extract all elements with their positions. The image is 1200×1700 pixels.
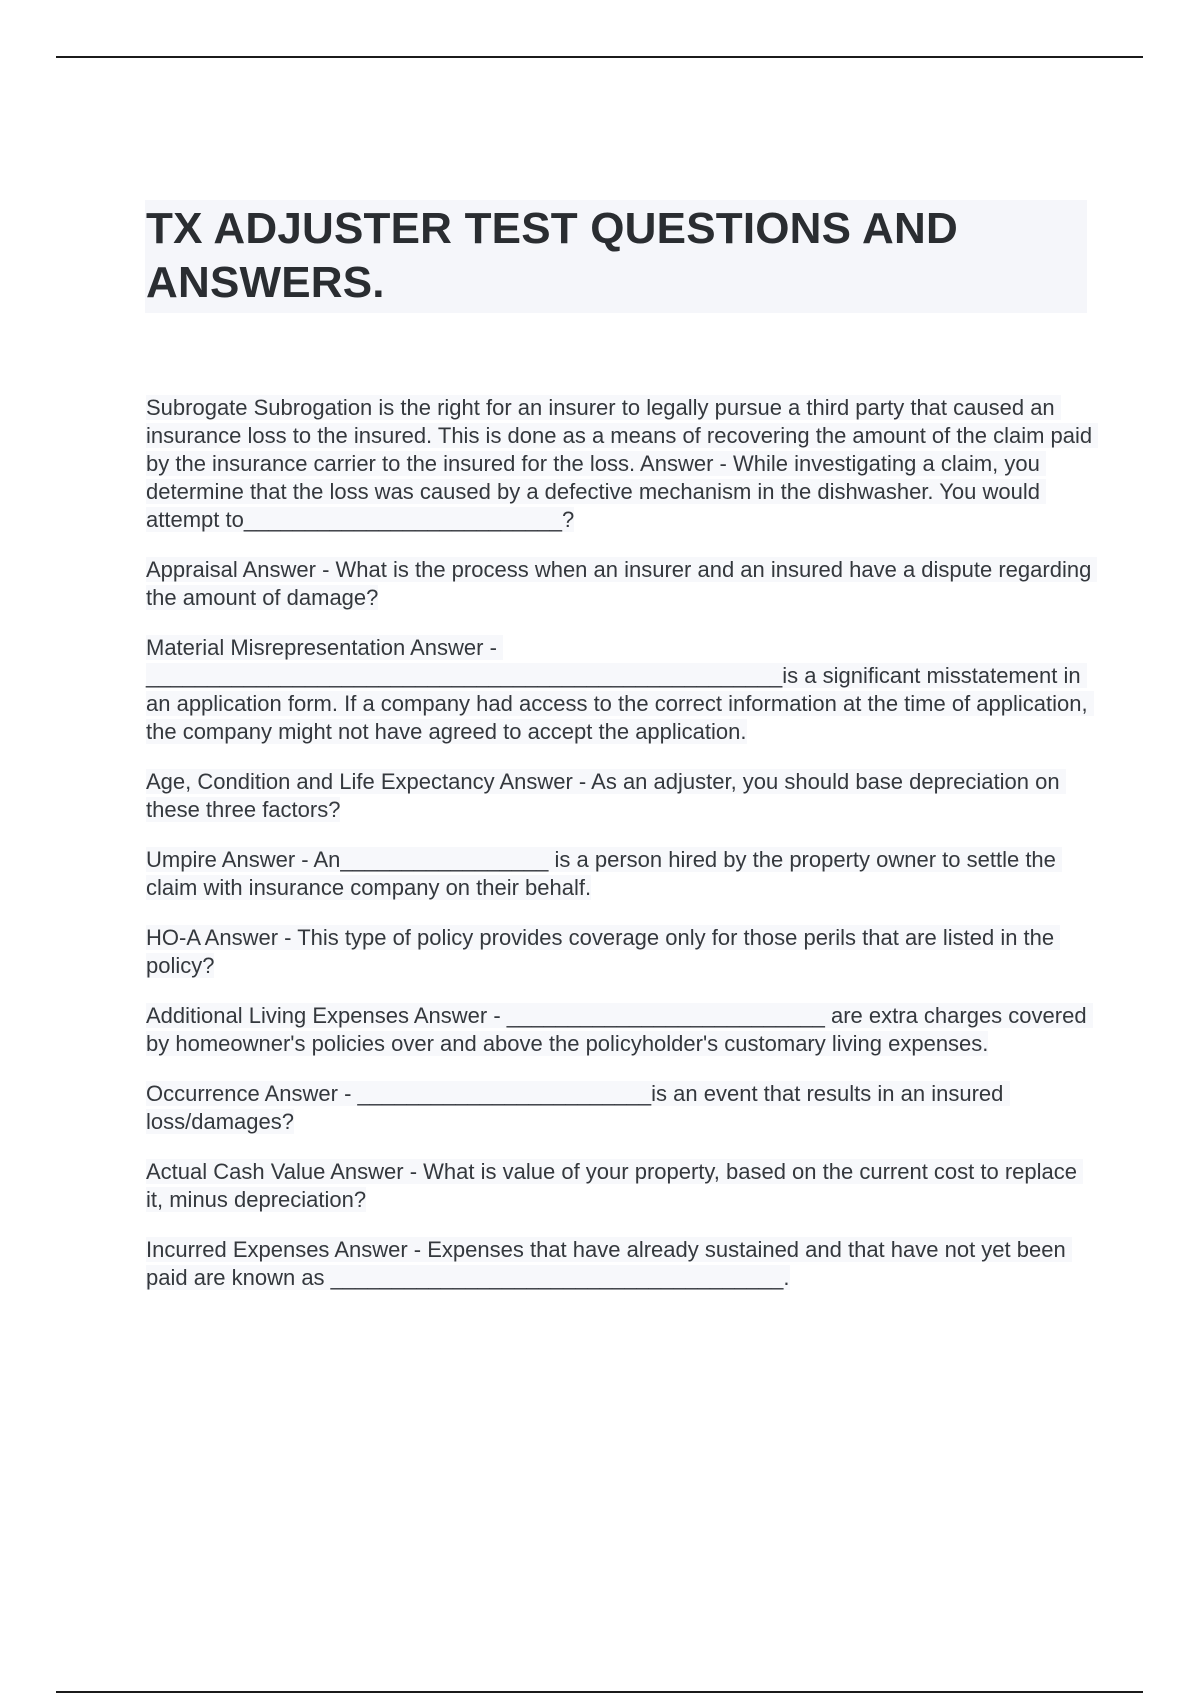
qa-item-age-condition	[146, 768, 1096, 824]
qa-item-material-misrepresentation	[146, 634, 1096, 746]
qa-item-actual-cash-value	[146, 1158, 1096, 1214]
qa-item-additional-living-expenses	[146, 1002, 1096, 1058]
qa-item-occurrence	[146, 1080, 1096, 1136]
document-title: TX ADJUSTER TEST QUESTIONS AND ANSWERS.	[146, 204, 958, 307]
qa-text: Age, Condition and Life Expectancy Answer - As an adjuster, you should base depreciation on these three factors?	[146, 769, 1066, 822]
qa-text: HO-A Answer - This type of policy provides coverage only for those perils that are listed in the policy?	[146, 925, 1061, 978]
qa-text: Incurred Expenses Answer - Expenses that have already sustained and that have not yet been paid are known as _____________________________________.	[146, 1237, 1072, 1290]
qa-text: Occurrence Answer - ________________________is an event that results in an insured loss/damages?	[146, 1081, 1010, 1134]
qa-text: Appraisal Answer - What is the process when an insurer and an insured have a dispute regarding the amount of damage?	[146, 557, 1098, 610]
qa-text: Umpire Answer - An_________________ is a person hired by the property owner to settle the claim with insurance company on their behalf.	[146, 847, 1063, 900]
qa-item-appraisal	[146, 556, 1096, 612]
qa-item-umpire	[146, 846, 1096, 902]
qa-item-subrogate	[146, 394, 1099, 534]
qa-text: Actual Cash Value Answer - What is value of your property, based on the current cost to replace it, minus depreciation?	[146, 1159, 1084, 1212]
qa-text: Additional Living Expenses Answer - __________________________ are extra charges covered by homeowner's policies over and above the policyholder's customary living expenses.	[146, 1003, 1093, 1056]
top-divider	[56, 56, 1143, 58]
qa-item-incurred-expenses	[146, 1236, 1096, 1292]
qa-text: Subrogate Subrogation is the right for an insurer to legally pursue a third party that caused an insurance loss to the insured. This is done as a means of recovering the amount of the claim paid by the insurance carrier to the insured for the loss. Answer - While investigating a claim, you determine that the loss was caused by a defective mechanism in the dishwasher. You would attempt to__________________________?	[146, 395, 1099, 532]
qa-list	[146, 394, 1099, 1314]
qa-text: Material Misrepresentation Answer - ____________________________________________________is a significant misstatement in an application form. If a company had access to the correct information at the time of application, the company might not have agreed to accept the application.	[146, 635, 1094, 744]
bottom-divider	[56, 1691, 1143, 1693]
qa-item-ho-a	[146, 924, 1096, 980]
